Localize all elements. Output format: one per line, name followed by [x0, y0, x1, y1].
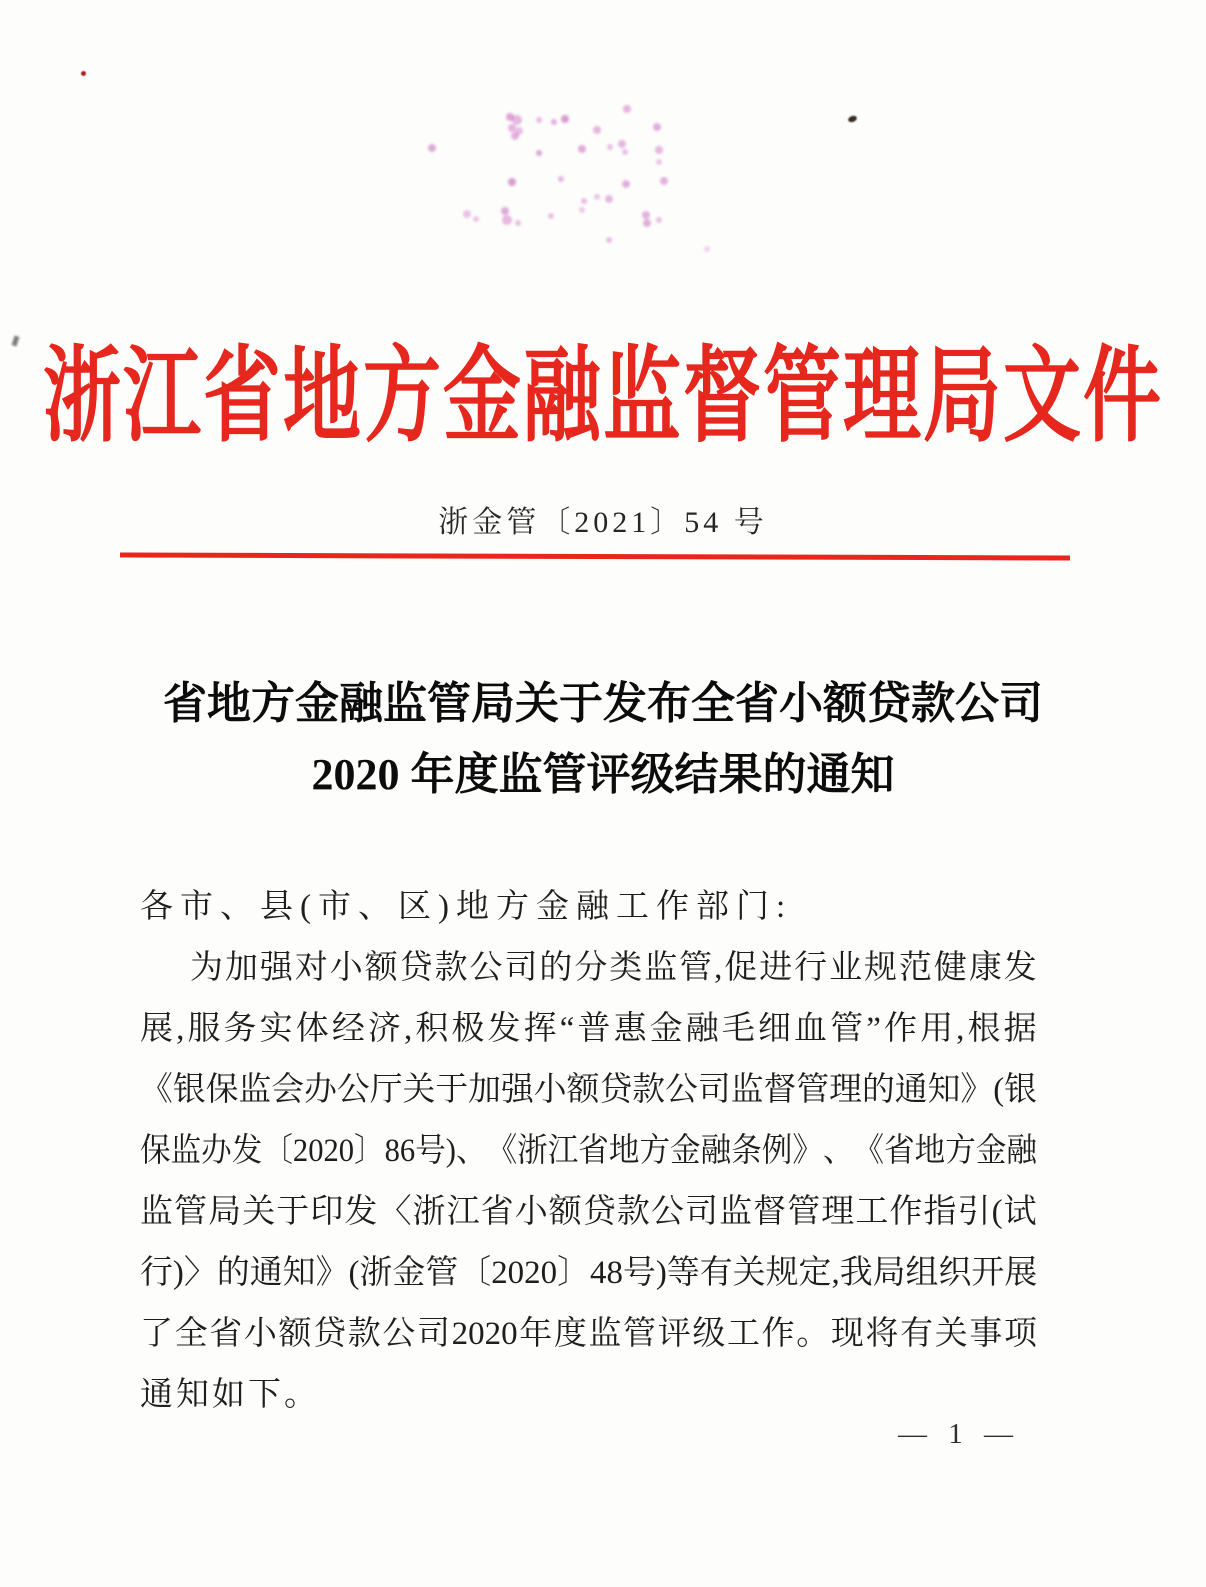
body-line: 了 全 省 小 额 贷 款 公 司 2020 年 度 监 管 评 级 工 作 。 现 将 有 关 事 项 — [140, 1316, 1037, 1352]
body-line: 展 , 服 务 实 体 经 济 , 积 极 发 挥 “ 普 惠 金 融 毛 细 血 管 ” 作 用 , 根 据 — [140, 1011, 1037, 1047]
agency-letterhead-title: 浙江省地方金融监督管理局文件 — [42, 338, 1163, 454]
document-number: 浙金管〔2021〕54 号 — [438, 506, 768, 539]
body-line: 行 ) 〉 的 通 知 》 ( 浙 金 管 〔 2020 〕 48 号 ) 等 有 关 规 定 , 我 局 组 织 开 展 — [140, 1255, 1038, 1291]
closing-line: 通知如下。 — [140, 1377, 320, 1413]
body-line: 为 加 强 对 小 额 贷 款 公 司 的 分 类 监 管 , 促 进 行 业 规 范 健 康 发 — [190, 950, 1037, 986]
body-line: 《 银 保 监 会 办 公 厅 关 于 加 强 小 额 贷 款 公 司 监 督 管 理 的 通 知 》 ( 银 — [140, 1072, 1037, 1108]
body-line: 保 监 办 发 〔 2020 〕 86 号 ) 、 《 浙 江 省 地 方 金 融 条 例 》 、 《 省 地 方 金 融 — [140, 1133, 1037, 1169]
red-ink-speck — [81, 71, 86, 76]
page-number: — 1 — — [898, 1418, 1020, 1450]
salutation-line: 各市、县(市、区)地方金融工作部门: — [140, 889, 793, 925]
document-title — [60, 668, 1146, 810]
document-body — [140, 877, 1037, 1426]
body-line: 监 管 局 关 于 印 发 〈 浙 江 省 小 额 贷 款 公 司 监 督 管 理 工 作 指 引 ( 试 — [140, 1194, 1037, 1230]
dark-scan-speck — [847, 115, 858, 124]
document-title-line2: 2020 年度监管评级结果的通知 — [311, 750, 895, 799]
red-divider-line — [120, 553, 1070, 561]
faded-stamp-artifact — [0, 0, 4, 4]
document-title-line1: 省地方金融监管局关于发布全省小额贷款公司 — [163, 679, 1043, 728]
